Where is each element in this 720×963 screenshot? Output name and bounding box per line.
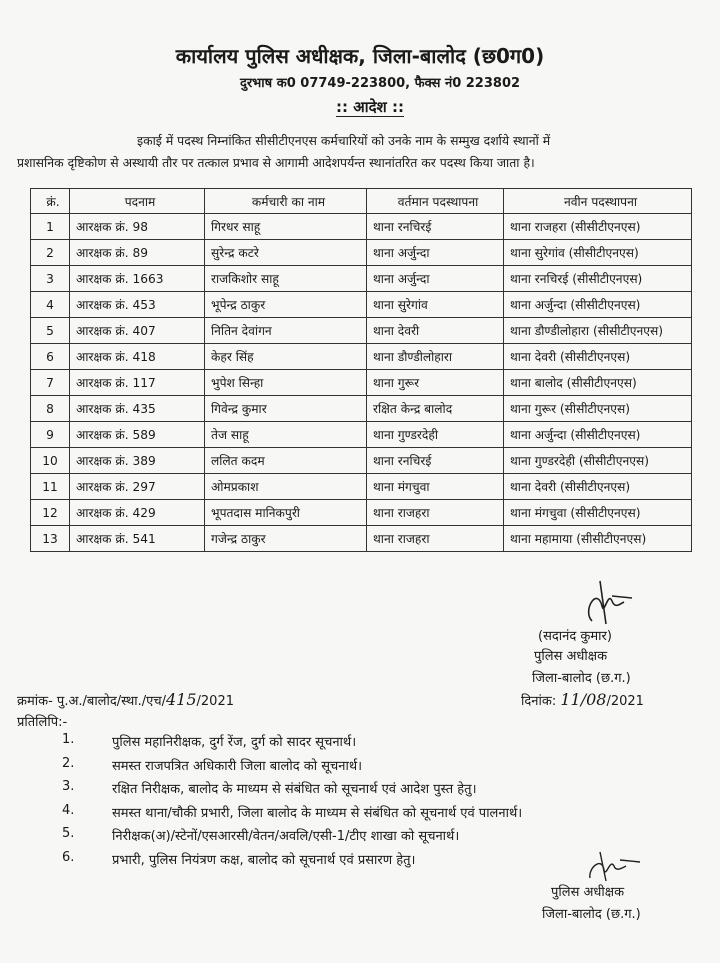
cell-designation: आरक्षक क्रं. 117 <box>70 370 205 396</box>
cell-designation: आरक्षक क्रं. 389 <box>70 448 205 474</box>
table-row <box>31 526 692 552</box>
list-item-number: 6. <box>62 849 75 865</box>
list-item-number: 3. <box>62 779 75 794</box>
table-row <box>31 448 692 474</box>
signatory-designation: पुलिस अधीक्षक <box>534 649 608 664</box>
table-row <box>31 396 692 422</box>
office-title: कार्यालय पुलिस अधीक्षक, जिला-बालोद (छ0ग0) <box>175 44 545 68</box>
cell-new-posting: थाना महामाया (सीसीटीएनएस) <box>504 526 692 552</box>
order-date: दिनांक: 11/08/2021 <box>521 690 644 709</box>
cell-employee-name: भुपेश सिन्हा <box>205 370 367 396</box>
table-row <box>31 500 692 526</box>
cell-designation: आरक्षक क्रं. 89 <box>70 240 205 266</box>
list-item <box>62 732 712 756</box>
cell-serial: 10 <box>31 448 70 474</box>
cell-current-posting: थाना अर्जुन्दा <box>367 266 504 292</box>
cell-designation: आरक्षक क्रं. 1663 <box>70 266 205 292</box>
cell-current-posting: रक्षित केन्द्र बालोद <box>367 396 504 422</box>
cell-serial: 11 <box>31 474 70 500</box>
cell-employee-name: सुरेन्द्र कटरे <box>205 240 367 266</box>
cell-employee-name: ललित कदम <box>205 448 367 474</box>
cell-current-posting: थाना अर्जुन्दा <box>367 240 504 266</box>
cell-designation: आरक्षक क्रं. 98 <box>70 214 205 240</box>
header-serial: क्रं. <box>31 189 70 214</box>
cell-serial: 3 <box>31 266 70 292</box>
cell-serial: 2 <box>31 240 70 266</box>
table-row <box>31 422 692 448</box>
cell-current-posting: थाना मंगचुवा <box>367 474 504 500</box>
cell-designation: आरक्षक क्रं. 453 <box>70 292 205 318</box>
transfer-table <box>30 188 692 552</box>
cell-new-posting: थाना अर्जुन्दा (सीसीटीएनएस) <box>504 292 692 318</box>
list-item-number: 2. <box>62 755 75 771</box>
header-current-posting: वर्तमान पदस्थापना <box>367 189 504 214</box>
cell-new-posting: थाना गुण्डरदेही (सीसीटीएनएस) <box>504 448 692 474</box>
cell-serial: 4 <box>31 292 70 318</box>
cell-designation: आरक्षक क्रं. 297 <box>70 474 205 500</box>
cell-current-posting: थाना राजहरा <box>367 526 504 552</box>
cell-designation: आरक्षक क्रं. 589 <box>70 422 205 448</box>
table-row <box>31 266 692 292</box>
bottom-designation: पुलिस अधीक्षक <box>551 885 625 900</box>
intro-line-2: प्रशासनिक दृष्टिकोण से अस्थायी तौर पर तत्काल प्रभाव से आगामी आदेशपर्यन्त स्थानांतरित कर पदस्थ किया जाता है। <box>17 155 535 170</box>
table-header-row <box>31 189 692 214</box>
cell-serial: 13 <box>31 526 70 552</box>
list-item-text: समस्त राजपत्रित अधिकारी जिला बालोद को सूचनार्थ। <box>112 758 363 774</box>
cell-new-posting: थाना रनचिरई (सीसीटीएनएस) <box>504 266 692 292</box>
cell-current-posting: थाना डौण्डीलोहारा <box>367 344 504 370</box>
phone-fax-line: दुरभाष क0 07749-223800, फैक्स नं0 223802 <box>239 76 521 91</box>
cell-designation: आरक्षक क्रं. 429 <box>70 500 205 526</box>
cell-employee-name: गजेन्द्र ठाकुर <box>205 526 367 552</box>
intro-paragraph <box>17 130 707 174</box>
table-row <box>31 292 692 318</box>
cell-new-posting: थाना अर्जुन्दा (सीसीटीएनएस) <box>504 422 692 448</box>
signature-image-bottom <box>580 848 650 883</box>
cell-employee-name: भूपतदास मानिकपुरी <box>205 500 367 526</box>
cell-current-posting: थाना सुरेगांव <box>367 292 504 318</box>
list-item-number: 5. <box>62 826 75 841</box>
cell-employee-name: राजकिशोर साहू <box>205 266 367 292</box>
table-row <box>31 344 692 370</box>
cell-serial: 5 <box>31 318 70 344</box>
list-item <box>62 756 712 780</box>
cell-employee-name: केहर सिंह <box>205 344 367 370</box>
list-item-text: पुलिस महानिरीक्षक, दुर्ग रेंज, दुर्ग को सादर सूचनार्थ। <box>112 735 357 750</box>
cell-current-posting: थाना गुण्डरदेही <box>367 422 504 448</box>
cell-current-posting: थाना रनचिरई <box>367 214 504 240</box>
cell-employee-name: नितिन देवांगन <box>205 318 367 344</box>
cell-current-posting: थाना देवरी <box>367 318 504 344</box>
intro-line-1: इकाई में पदस्थ निम्नांकित सीसीटीएनएस कर्मचारियों को उनके नाम के सम्मुख दर्शाये स्थानों में <box>137 133 551 148</box>
cell-serial: 6 <box>31 344 70 370</box>
cell-employee-name: तेज साहू <box>205 422 367 448</box>
cell-new-posting: थाना डौण्डीलोहारा (सीसीटीएनएस) <box>504 318 692 344</box>
list-item <box>62 803 712 827</box>
signatory-district: जिला-बालोद (छ.ग.) <box>532 671 631 686</box>
table-row <box>31 318 692 344</box>
cell-employee-name: ओमप्रकाश <box>205 474 367 500</box>
cell-designation: आरक्षक क्रं. 418 <box>70 344 205 370</box>
cell-serial: 9 <box>31 422 70 448</box>
cell-new-posting: थाना बालोद (सीसीटीएनएस) <box>504 370 692 396</box>
copies-label: प्रतिलिपि:- <box>17 715 68 730</box>
cell-designation: आरक्षक क्रं. 435 <box>70 396 205 422</box>
signatory-name: (सदानंद कुमार) <box>538 629 612 644</box>
list-item-text: समस्त थाना/चौकी प्रभारी, जिला बालोद के माध्यम से संबंधित को सूचनार्थ एवं पालनार्थ। <box>112 805 523 821</box>
cell-new-posting: थाना राजहरा (सीसीटीएनएस) <box>504 214 692 240</box>
header-new-posting: नवीन पदस्थापना <box>504 189 692 214</box>
cell-new-posting: थाना देवरी (सीसीटीएनएस) <box>504 344 692 370</box>
bottom-district: जिला-बालोद (छ.ग.) <box>542 907 641 922</box>
cell-serial: 8 <box>31 396 70 422</box>
table-row <box>31 240 692 266</box>
cell-current-posting: थाना राजहरा <box>367 500 504 526</box>
list-item <box>62 826 712 850</box>
list-item-text: रक्षित निरीक्षक, बालोद के माध्यम से संबंधित को सूचनार्थ एवं आदेश पुस्त हेतु। <box>112 782 477 797</box>
list-item-number: 4. <box>62 802 75 818</box>
header-employee-name: कर्मचारी का नाम <box>205 189 367 214</box>
signature-image <box>562 576 652 626</box>
table-row <box>31 214 692 240</box>
cell-serial: 7 <box>31 370 70 396</box>
reference-number: क्रमांक- पु.अ./बालोद/स्था./एच/415/2021 <box>17 690 234 709</box>
list-item-number: 1. <box>62 732 75 747</box>
cell-current-posting: थाना गुरूर <box>367 370 504 396</box>
cell-new-posting: थाना सुरेगांव (सीसीटीएनएस) <box>504 240 692 266</box>
table-row <box>31 474 692 500</box>
cell-designation: आरक्षक क्रं. 407 <box>70 318 205 344</box>
cell-new-posting: थाना देवरी (सीसीटीएनएस) <box>504 474 692 500</box>
table-row <box>31 370 692 396</box>
cell-employee-name: गिवेन्द्र कुमार <box>205 396 367 422</box>
list-item-text: प्रभारी, पुलिस नियंत्रण कक्ष, बालोद को सूचनार्थ एवं प्रसारण हेतु। <box>112 852 416 868</box>
cell-employee-name: गिरधर साहू <box>205 214 367 240</box>
cell-current-posting: थाना रनचिरई <box>367 448 504 474</box>
cell-serial: 12 <box>31 500 70 526</box>
cell-employee-name: भूपेन्द्र ठाकुर <box>205 292 367 318</box>
order-heading: :: आदेश :: <box>336 98 404 116</box>
cell-serial: 1 <box>31 214 70 240</box>
cell-new-posting: थाना गुरूर (सीसीटीएनएस) <box>504 396 692 422</box>
cell-designation: आरक्षक क्रं. 541 <box>70 526 205 552</box>
list-item-text: निरीक्षक(अ)/स्टेनों/एसआरसी/वेतन/अवलि/एसी-1/टीए शाखा को सूचनार्थ। <box>112 829 460 844</box>
list-item <box>62 779 712 803</box>
cell-new-posting: थाना मंगचुवा (सीसीटीएनएस) <box>504 500 692 526</box>
header-designation: पदनाम <box>70 189 205 214</box>
